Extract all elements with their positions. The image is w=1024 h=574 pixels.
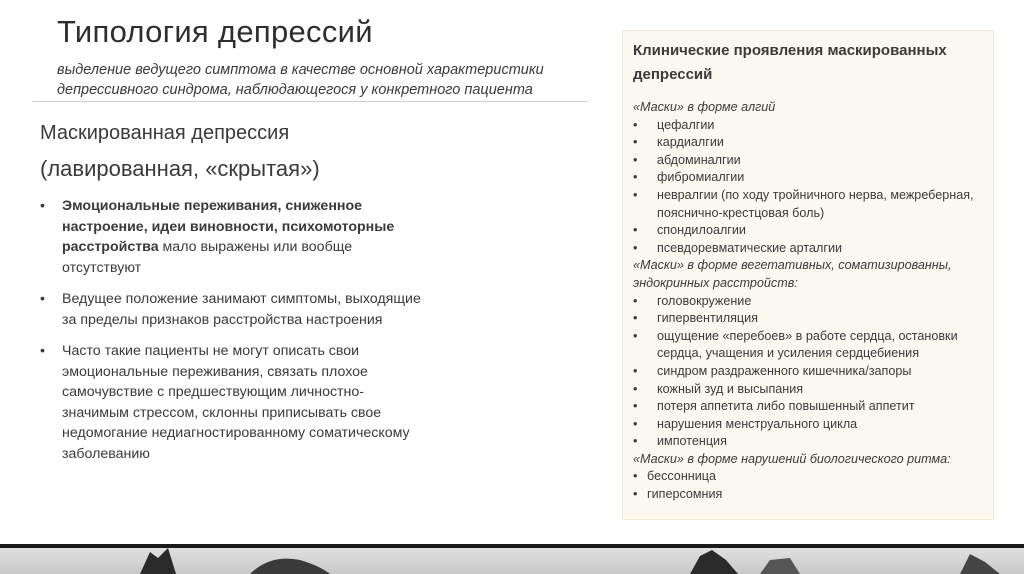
bullet-icon: •: [633, 117, 638, 132]
list-item-text: кардиалгии: [657, 135, 724, 150]
category-label: «Маски» в форме вегетативных, соматизированны, эндокринных расстройств:: [633, 258, 952, 290]
list-item: [633, 486, 993, 504]
category-label: «Маски» в форме алгий: [633, 100, 776, 114]
list-item-text: синдром раздраженного кишечника/запоры: [657, 363, 912, 378]
bullet-icon: •: [40, 198, 45, 214]
list-item: [633, 398, 993, 416]
list-item: [633, 310, 993, 328]
bullet-icon: •: [633, 469, 638, 484]
list-item: [633, 381, 993, 399]
main-bullet-list: [40, 196, 430, 475]
bullet-icon: •: [633, 170, 638, 185]
bullet-icon: •: [633, 416, 638, 431]
bottom-silhouette-decoration: [0, 544, 1024, 574]
bullet-text: Ведущее положение занимают симптомы, выходящие за пределы признаков расстройства настроения: [62, 291, 421, 328]
list-item: [633, 152, 993, 170]
list-item: [633, 468, 993, 486]
bullet-icon: •: [633, 223, 638, 238]
bullet-icon: •: [633, 328, 638, 343]
bullet-icon: •: [633, 152, 638, 167]
clinical-manifestations-panel: [622, 30, 994, 520]
bullet-item: [40, 196, 430, 278]
list-item: [633, 222, 993, 240]
list-item-text: импотенция: [657, 434, 727, 449]
bullet-icon: •: [40, 291, 45, 307]
bullet-icon: •: [40, 343, 45, 359]
list-item: [633, 117, 993, 135]
bullet-icon: •: [633, 487, 638, 502]
list-item-text: бессонница: [647, 469, 716, 484]
list-item-text: спондилоалгии: [657, 223, 746, 238]
panel-list: [633, 99, 993, 504]
list-item-text: потеря аппетита либо повышенный аппетит: [657, 399, 915, 414]
list-item-text: абдоминалгии: [657, 152, 741, 167]
bottom-photo-strip: [0, 544, 1024, 574]
list-item: [633, 293, 993, 311]
list-item: [633, 363, 993, 381]
bullet-icon: •: [633, 135, 638, 150]
list-item-text: кожный зуд и высыпания: [657, 381, 804, 396]
list-item: [633, 433, 993, 451]
list-item: [633, 328, 993, 363]
bullet-text: Часто такие пациенты не могут описать свои эмоциональные переживания, связать плохое самочувствие с предшествующим личностно-значимым стрессом, склонны приписывать свое недомогание недиагностированному соматическому заболеванию: [62, 343, 410, 462]
list-item: [633, 240, 993, 258]
section-subheading: (лавированная, «скрытая»): [40, 156, 320, 181]
page-subtitle: выделение ведущего симптома в качестве основной характеристики депрессивного синдрома, наблюдающегося у конкретного пациента: [57, 62, 544, 98]
bullet-icon: •: [633, 311, 638, 326]
list-item-text: цефалгии: [657, 117, 715, 132]
list-item: [633, 134, 993, 152]
bullet-text: мало выражены или вообще отсутствуют: [62, 239, 353, 276]
list-item: [633, 416, 993, 434]
list-item-text: невралгии (по ходу тройничного нерва, межреберная, пояснично-крестцовая боль): [657, 187, 974, 220]
bullet-item: [40, 341, 430, 464]
list-item: [633, 187, 993, 222]
bullet-icon: •: [633, 434, 638, 449]
bullet-item: [40, 289, 430, 330]
bullet-bold-text: Эмоциональные переживания, сниженное настроение, идеи виновности, психомоторные расстройства: [62, 198, 395, 255]
list-item-text: гипервентиляция: [657, 311, 759, 326]
list-item: [633, 169, 993, 187]
list-item-text: ощущение «перебоев» в работе сердца, остановки сердца, учащения и усиления сердцебиения: [657, 328, 958, 361]
list-item-text: гиперсомния: [647, 487, 723, 502]
page-title: Типология депрессий: [57, 14, 373, 49]
category-label: «Маски» в форме нарушений биологического ритма:: [633, 451, 951, 466]
bullet-icon: •: [633, 187, 638, 202]
list-item-text: псевдоревматические арталгии: [657, 240, 843, 255]
list-item-text: нарушения менструального цикла: [657, 416, 858, 431]
bullet-icon: •: [633, 293, 638, 308]
list-item-text: фибромиалгии: [657, 170, 745, 185]
bottom-strip-edge: [0, 544, 1024, 548]
bullet-icon: •: [633, 240, 638, 255]
bullet-icon: •: [633, 399, 638, 414]
bullet-icon: •: [633, 381, 638, 396]
title-divider: [33, 101, 588, 102]
bullet-icon: •: [633, 363, 638, 378]
panel-title: Клинические проявления маскированных депрессий: [633, 42, 947, 83]
section-heading: Маскированная депрессия: [40, 122, 290, 144]
list-item-text: головокружение: [657, 293, 752, 308]
